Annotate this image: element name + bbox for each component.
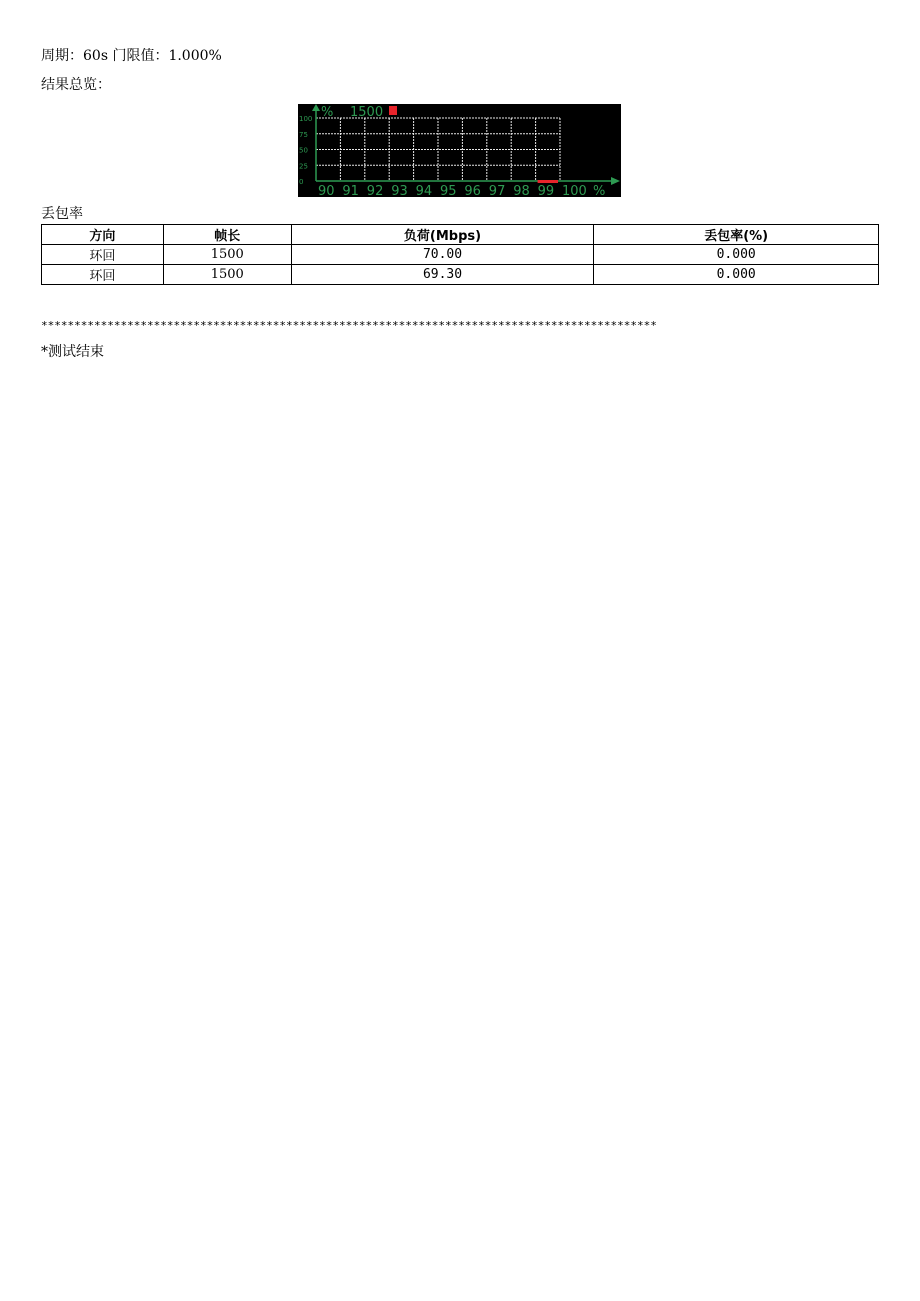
x-unit-label: % [593, 184, 606, 197]
x-tick-label: 100 [562, 184, 587, 197]
y-tick-label: 0 [299, 178, 304, 186]
cell-direction: 环回 [42, 265, 164, 285]
cell-frame-length: 1500 [163, 265, 291, 285]
cell-loss-rate: 0.000 [594, 265, 879, 285]
table-header-row [42, 225, 879, 245]
legend-swatch [389, 106, 397, 115]
x-tick-label: 95 [440, 184, 457, 197]
x-tick-label: 93 [391, 184, 408, 197]
y-tick-label: 100 [299, 115, 313, 123]
data-marker [538, 180, 558, 183]
column-header-frame-length: 帧长 [163, 225, 291, 245]
y-tick-label: 75 [299, 130, 308, 139]
chart-canvas [298, 104, 621, 197]
table-row [42, 265, 879, 285]
column-header-loss-rate: 丢包率(%) [594, 225, 879, 245]
x-tick-label: 91 [342, 184, 359, 197]
cell-load: 70.00 [291, 245, 594, 265]
column-header-load: 负荷(Mbps) [291, 225, 594, 245]
x-tick-label: 90 [318, 184, 335, 197]
cell-direction: 环回 [42, 245, 164, 265]
cell-load: 69.30 [291, 265, 594, 285]
x-axis-arrow [611, 177, 620, 185]
y-tick-label: 50 [299, 146, 308, 155]
summary-heading: 结果总览： [41, 77, 111, 93]
loss-rate-table [41, 224, 879, 285]
y-tick-label: 25 [299, 162, 308, 171]
cell-frame-length: 1500 [163, 245, 291, 265]
cell-loss-rate: 0.000 [594, 245, 879, 265]
table-row [42, 245, 879, 265]
column-header-direction: 方向 [42, 225, 164, 245]
y-axis-arrow [312, 104, 320, 111]
loss-chart [298, 104, 621, 197]
test-end-text: *测试结束 [41, 344, 104, 360]
x-tick-label: 96 [464, 184, 481, 197]
x-tick-label: 99 [537, 184, 555, 197]
x-tick-label: 94 [415, 184, 433, 197]
x-tick-label: 92 [366, 184, 384, 197]
period-threshold-line: 周期：60s 门限值：1.000% [41, 48, 222, 64]
x-tick-label: 98 [513, 184, 530, 197]
loss-rate-heading: 丢包率 [41, 206, 83, 222]
separator-line: ********************************************************************************************* [41, 319, 657, 332]
y-axis-label: % [321, 105, 334, 120]
legend-label: 1500 [350, 105, 384, 120]
x-tick-label: 97 [488, 184, 506, 197]
